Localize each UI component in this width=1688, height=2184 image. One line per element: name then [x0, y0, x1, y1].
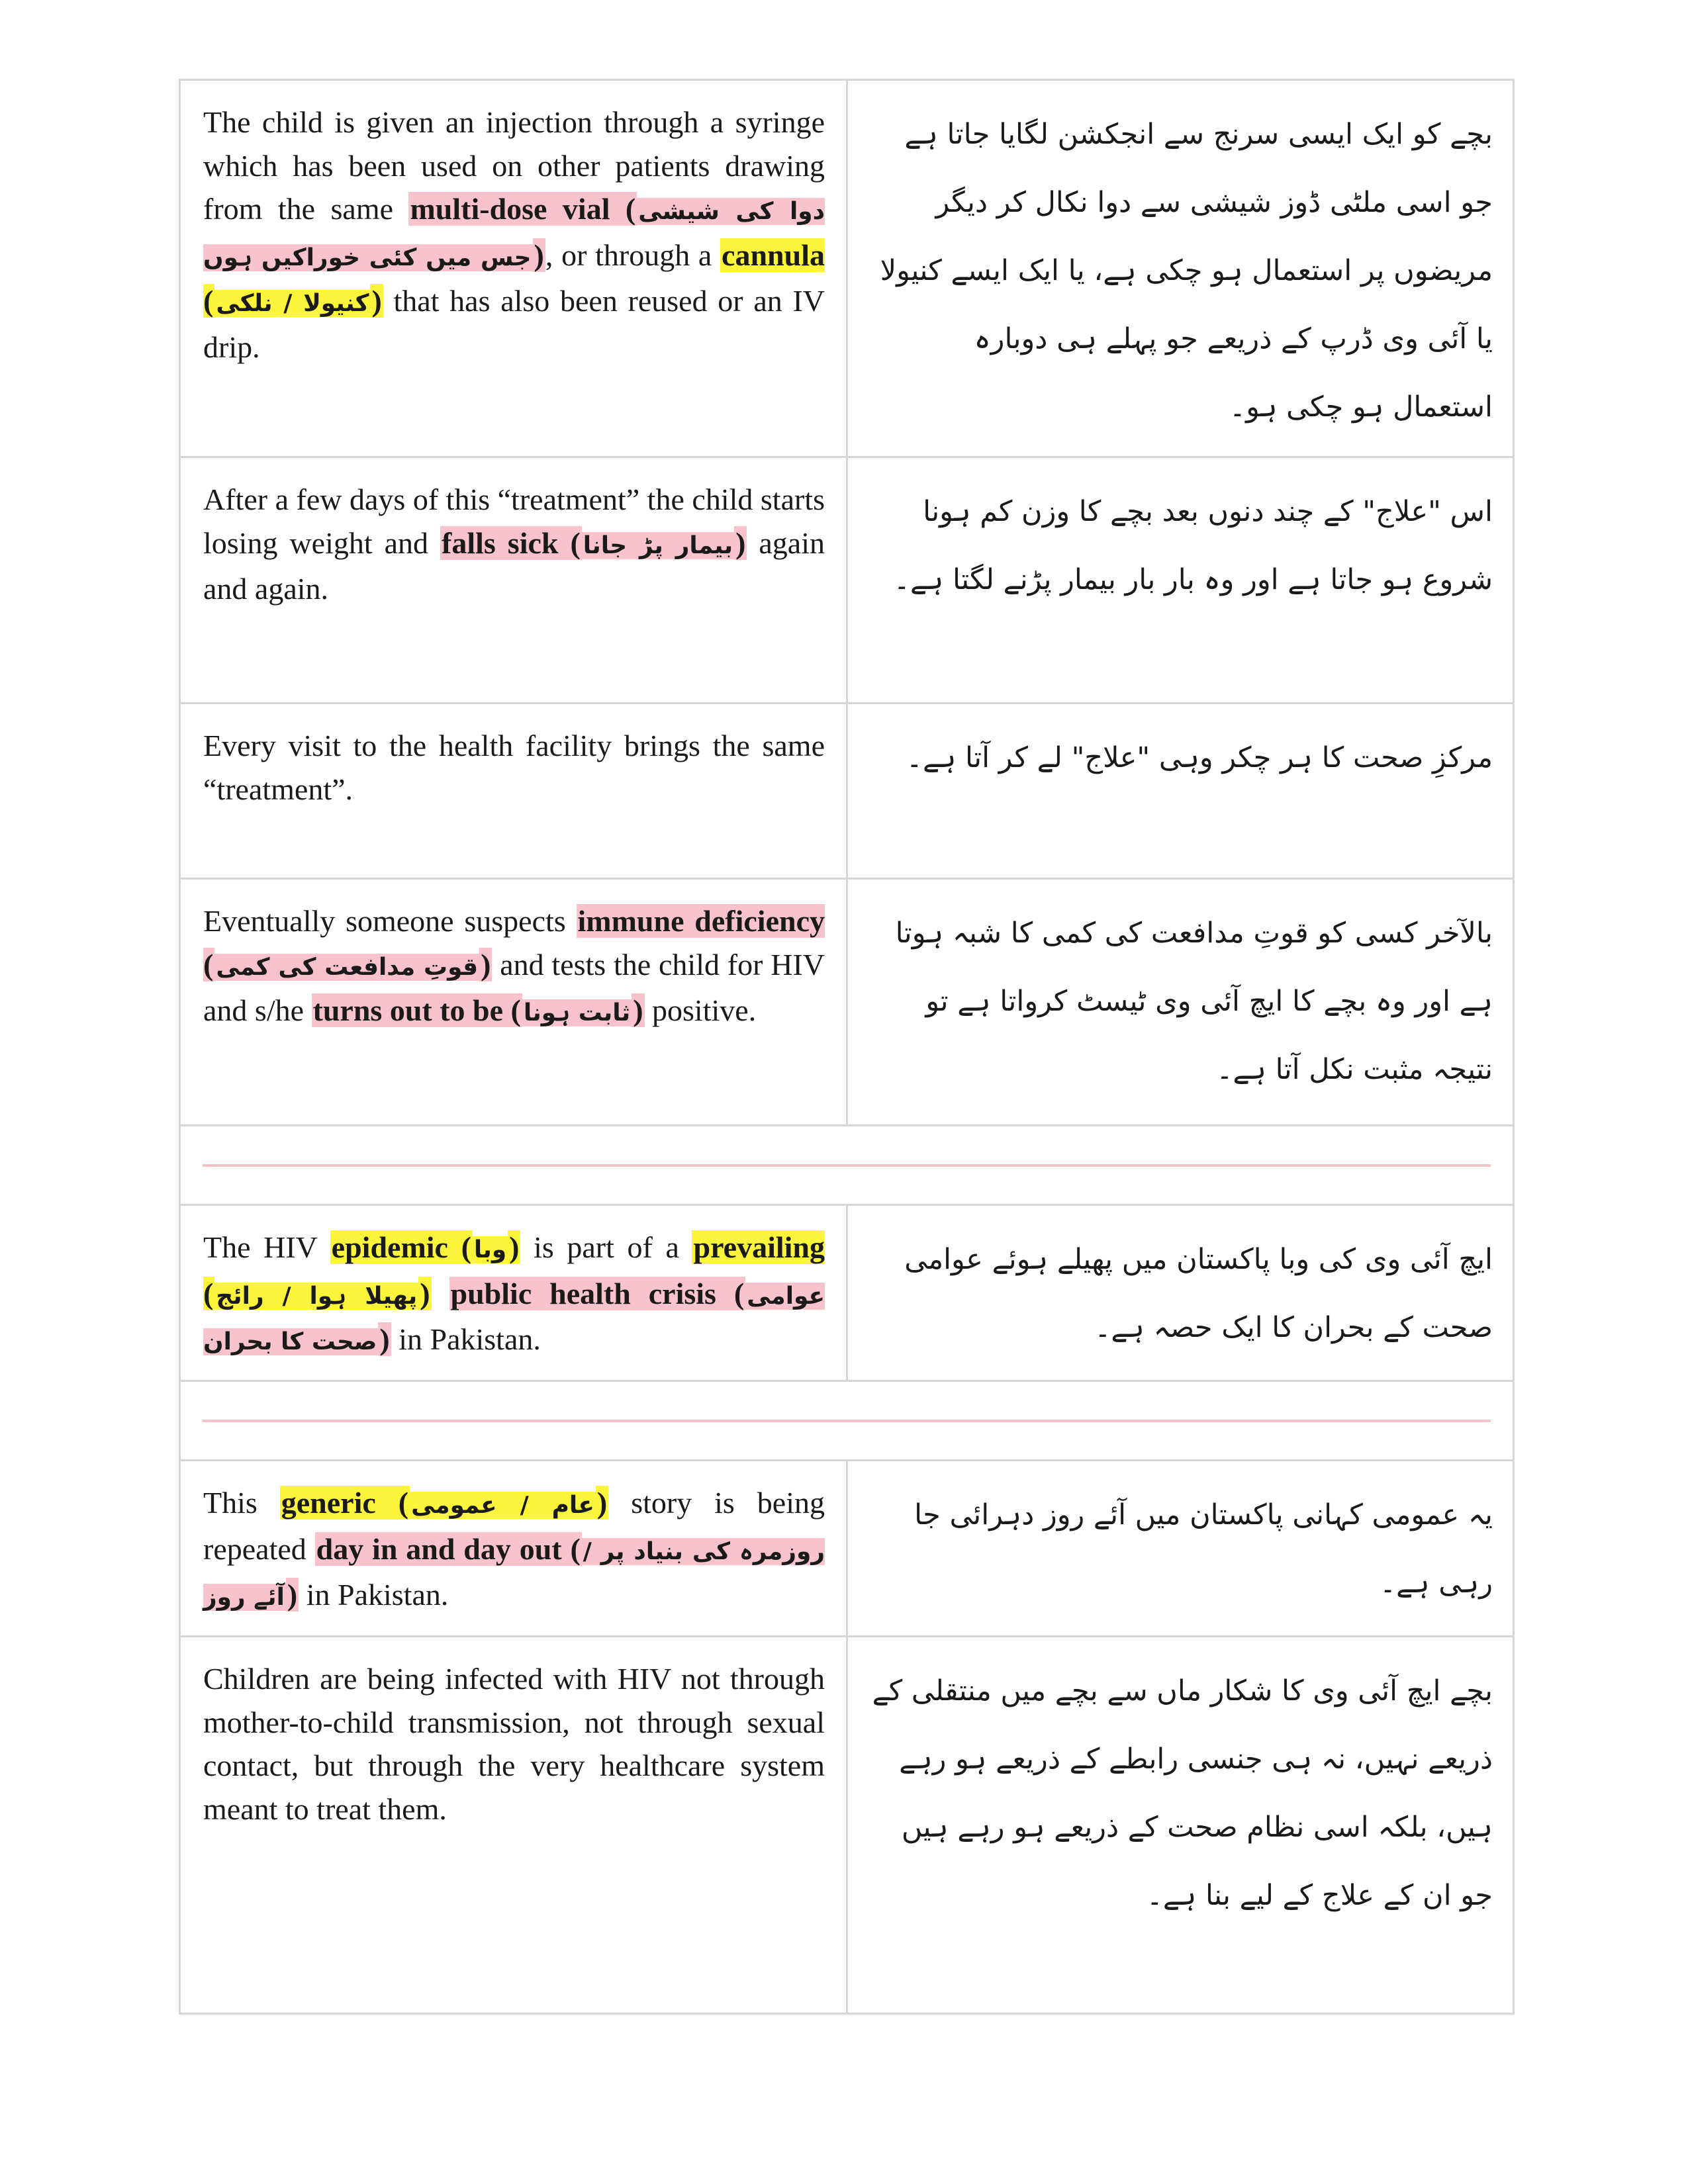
- urdu-gloss: عوامی صحت کا بحران: [203, 1282, 825, 1355]
- english-cell: [181, 1206, 848, 1380]
- divider-row: [181, 1126, 1513, 1206]
- highlighted-term: generic (: [281, 1486, 409, 1520]
- urdu-translation: ایچ آئی وی کی وبا پاکستان میں پھیلے ہوئے عوامی صحت کے بحران کا ایک حصہ ہے۔: [904, 1243, 1493, 1344]
- english-text: [432, 1277, 449, 1310]
- english-text: , or through a: [545, 238, 721, 272]
- table-row: [181, 458, 1513, 704]
- highlighted-term: turns out to be (: [312, 993, 521, 1027]
- highlighted-term: prevailing (: [203, 1230, 825, 1310]
- highlighted-term: day in and day out (: [316, 1531, 581, 1566]
- highlighted-term-close: ): [735, 525, 746, 560]
- highlighted-term: cannula (: [203, 238, 825, 318]
- english-text: story is being repeated: [203, 1486, 825, 1566]
- urdu-cell: [848, 1637, 1513, 2013]
- table-row: [181, 1461, 1513, 1637]
- divider-row: [181, 1382, 1513, 1461]
- highlighted-term: public health crisis (: [450, 1276, 745, 1310]
- highlighted-term-close: ): [596, 1486, 608, 1520]
- urdu-gloss: کنیولا / نلکی: [216, 290, 369, 317]
- english-text: Every visit to the health facility brings the same “treatment”.: [203, 729, 825, 806]
- highlighted-term-close: ): [379, 1322, 390, 1356]
- urdu-translation: یہ عمومی کہانی پاکستان میں آئے روز دہرائی جا رہی ہے۔: [914, 1498, 1493, 1600]
- highlighted-term-close: ): [420, 1276, 430, 1310]
- urdu-cell: [848, 81, 1513, 456]
- highlighted-term-close: ): [371, 284, 382, 318]
- english-text: positive.: [644, 993, 757, 1027]
- urdu-gloss: قوتِ مدافعت کی کمی: [216, 953, 479, 981]
- english-text: Eventually someone suspects: [203, 904, 577, 938]
- highlighted-term-close: ): [633, 993, 643, 1027]
- urdu-translation: بالآخر کسی کو قوتِ مدافعت کی کمی کا شبہ ہوتا ہے اور وہ بچے کا ایچ آئی وی ٹیسٹ کرواتا ہے تو نتیجہ مثبت نکل آتا ہے۔: [895, 917, 1493, 1086]
- pink-divider: [203, 1420, 1491, 1422]
- english-text: The HIV: [203, 1230, 330, 1264]
- highlighted-term: falls sick (: [442, 525, 581, 560]
- english-text: The child is given an injection through a syringe which has been used on other patients drawing from the same: [203, 105, 825, 226]
- english-cell: [181, 1461, 848, 1635]
- highlighted-term: epidemic (: [331, 1230, 471, 1264]
- highlighted-term-close: ): [481, 947, 491, 981]
- pink-divider: [203, 1164, 1491, 1167]
- english-text: This: [203, 1486, 280, 1520]
- english-cell: [181, 81, 848, 456]
- urdu-gloss: روزمرہ کی بنیاد پر / آئے روز: [203, 1537, 825, 1611]
- urdu-translation: اس "علاج" کے چند دنوں بعد بچے کا وزن کم ہونا شروع ہو جاتا ہے اور وہ بار بار بیمار پڑنے لگتا ہے۔: [893, 495, 1493, 596]
- table-row: [181, 1206, 1513, 1382]
- table-row: [181, 704, 1513, 880]
- english-text: that has also been reused or an IV drip.: [203, 284, 825, 364]
- english-text: in Pakistan.: [391, 1322, 541, 1356]
- english-text: and tests the child for HIV and s/he: [203, 947, 825, 1027]
- highlighted-term: multi-dose vial (: [410, 192, 636, 226]
- english-cell: [181, 458, 848, 702]
- english-cell: [181, 704, 848, 878]
- urdu-cell: [848, 880, 1513, 1124]
- english-text: Children are being infected with HIV not through mother-to-child transmission, not through sexual contact, but through the very healthcare system meant to treat them.: [203, 1662, 825, 1826]
- highlighted-term-close: ): [287, 1578, 298, 1612]
- urdu-translation: بچے ایچ آئی وی کا شکار ماں سے بچے میں منتقلی کے ذریعے نہیں، نہ ہی جنسی رابطے کے ذریعے ہو رہے ہیں، بلکہ اسی نظام صحت کے ذریعے ہو رہے ہیں جو ان کے علاج کے لیے بنا ہے۔: [872, 1674, 1493, 1912]
- urdu-gloss: ثابت ہونا: [523, 999, 631, 1026]
- urdu-translation: بچے کو ایک ایسی سرنج سے انجکشن لگایا جاتا ہے جو اسی ملٹی ڈوز شیشی سے دوا نکال کر دیگر مریضوں پر استعمال ہو چکی ہے، یا ایک ایسے کنیولا یا آئی وی ڈرپ کے ذریعے جو پہلے ہی دوبارہ استعمال ہو چکی ہو۔: [880, 118, 1493, 424]
- urdu-gloss: وبا: [473, 1236, 507, 1263]
- urdu-cell: [848, 458, 1513, 702]
- table-row: [181, 81, 1513, 458]
- english-cell: [181, 1637, 848, 2013]
- urdu-gloss: پھیلا ہوا / رائج: [216, 1282, 418, 1310]
- english-text: is part of a: [520, 1230, 692, 1264]
- english-cell: [181, 880, 848, 1124]
- urdu-cell: [848, 1206, 1513, 1380]
- highlighted-term-close: ): [534, 238, 544, 272]
- english-text: After a few days of this “treatment” the child starts losing weight and: [203, 482, 825, 560]
- english-text: in Pakistan.: [299, 1578, 449, 1612]
- glossary-table: [179, 79, 1515, 2015]
- urdu-translation: مرکزِ صحت کا ہر چکر وہی "علاج" لے کر آتا ہے۔: [906, 741, 1493, 774]
- table-row: [181, 1637, 1513, 2013]
- urdu-gloss: دوا کی شیشی جس میں کئی خوراکیں ہوں: [203, 198, 825, 271]
- table-row: [181, 880, 1513, 1126]
- urdu-gloss: بیمار پڑ جانا: [583, 531, 733, 559]
- english-text: again and again.: [203, 525, 825, 606]
- urdu-gloss: عام / عمومی: [411, 1492, 594, 1519]
- urdu-cell: [848, 704, 1513, 878]
- highlighted-term: immune deficiency (: [203, 904, 825, 981]
- urdu-cell: [848, 1461, 1513, 1635]
- highlighted-term-close: ): [509, 1230, 520, 1264]
